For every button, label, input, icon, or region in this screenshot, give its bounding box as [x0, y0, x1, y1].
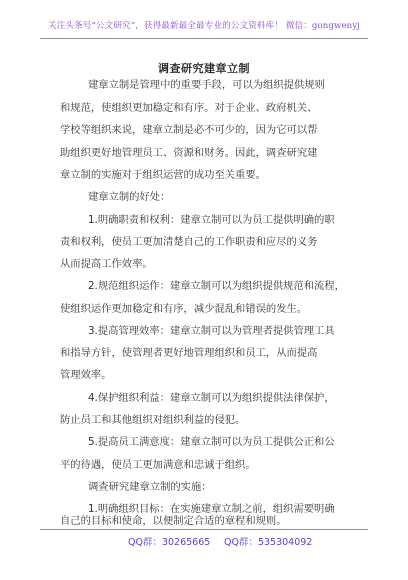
body-line: 和指导方针，使管理者更好地管理组织和员工，从而提高: [60, 347, 318, 359]
body-line: 责和权利，使员工更加清楚自己的工作职责和应尽的义务: [60, 236, 318, 248]
body-line: 和规范，使组织更加稳定和有序。对于企业、政府机关、: [60, 102, 318, 114]
body-line: 从而提高工作效率。: [60, 258, 153, 270]
header-note: 关注头条号“公文研究”，获得最新最全最专业的公文资料库！ 微信：gongwenyj: [47, 21, 361, 31]
body-line: 学校等组织来说，建章立制是必不可少的，因为它可以帮: [60, 124, 318, 136]
header-divider: [40, 38, 368, 39]
body-line: 助组织更好地管理员工、资源和财务。因此，调查研究建: [60, 147, 318, 159]
body-line: 建章立制是管理中的重要手段，可以为组织提供规则: [88, 79, 325, 91]
body-line: 章立制的实施对于组织运营的成功至关重要。: [60, 169, 266, 181]
document-title: 调查研究建章立制: [158, 62, 250, 75]
body-line: 使组织运作更加稳定和有序，减少混乱和错误的发生。: [60, 303, 308, 315]
footer-qq-group-1: QQ群：30265665: [128, 537, 211, 548]
body-line: 3.提高管理效率：建章立制可以为管理者提供管理工具: [88, 325, 335, 337]
body-line: 2.规范组织运作：建章立制可以为组织提供规范和流程，: [88, 280, 345, 292]
footer-qq-group-2: QQ群：535304092: [224, 537, 313, 548]
body-line: 1.明确职责和权利：建章立制可以为员工提供明确的职: [88, 214, 335, 226]
section-heading: 调查研究建章立制的实施：: [88, 481, 212, 493]
body-line: 自己的目标和使命，以便制定合适的章程和规则。: [60, 515, 287, 527]
body-line: 5.提高员工满意度：建章立制可以为员工提供公正和公: [88, 436, 335, 448]
body-line: 平的待遇，使员工更加满意和忠诚于组织。: [60, 459, 256, 471]
footer-divider: [40, 529, 368, 530]
body-line: 管理效率。: [60, 369, 112, 381]
section-heading: 建章立制的好处：: [88, 191, 171, 203]
body-line: 1.明确组织目标：在实施建章立制之前，组织需要明确: [88, 503, 335, 515]
body-line: 4.保护组织利益：建章立制可以为组织提供法律保护，: [88, 392, 335, 404]
body-line: 防止员工和其他组织对组织利益的侵犯。: [60, 414, 246, 426]
